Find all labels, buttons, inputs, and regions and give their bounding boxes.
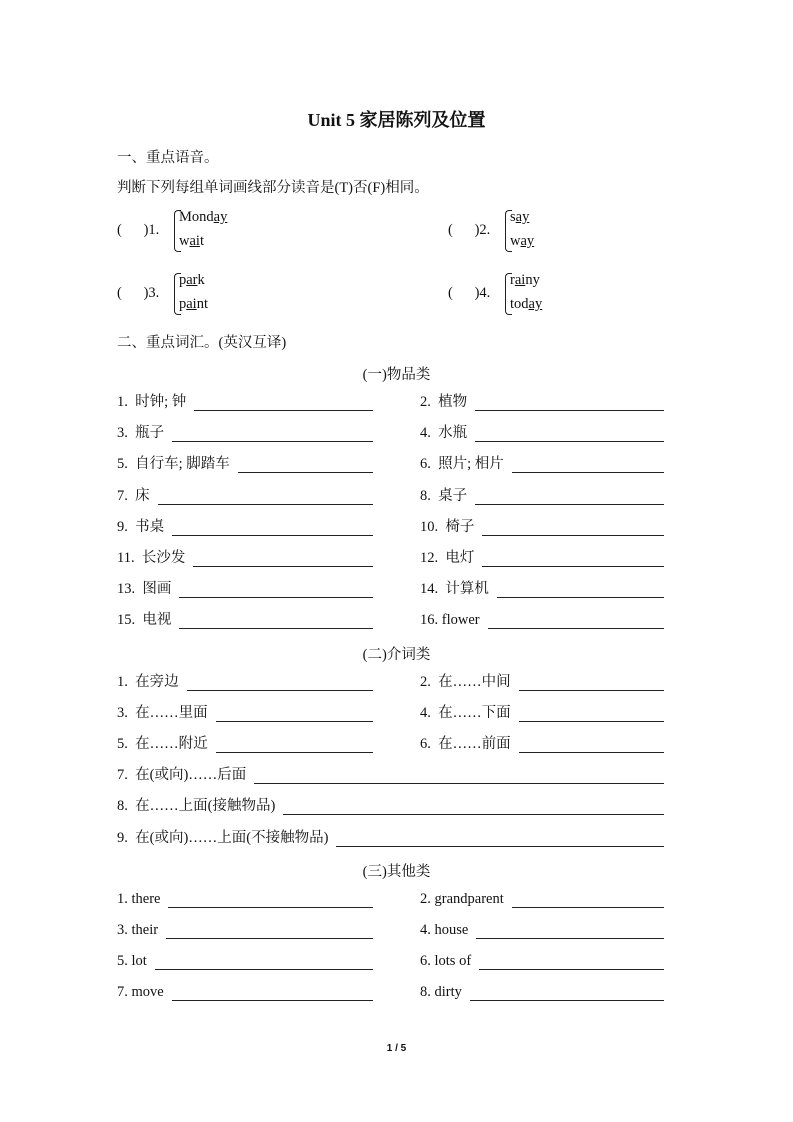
answer-line[interactable] xyxy=(470,986,664,1001)
vocab-prompt: 8. 桌子 xyxy=(420,487,468,504)
section-1-instruction: 判断下列每组单词画线部分读音是(T)否(F)相同。 xyxy=(117,180,429,196)
vocab-item xyxy=(117,391,373,411)
vocab-prompt: 1. 时钟; 钟 xyxy=(117,394,187,410)
answer-line[interactable] xyxy=(254,769,664,784)
answer-line[interactable] xyxy=(158,490,373,505)
vocab-item xyxy=(420,733,664,753)
vocab-prompt: 16. flower xyxy=(420,612,480,629)
vocab-item xyxy=(420,950,664,970)
answer-line[interactable] xyxy=(519,738,664,753)
vocab-prompt: 4. house xyxy=(420,922,469,938)
answer-line[interactable] xyxy=(475,427,664,442)
answer-line[interactable] xyxy=(497,583,664,598)
answer-line[interactable] xyxy=(479,955,664,970)
vocab-prompt: 6. 照片; 相片 xyxy=(420,456,504,473)
word xyxy=(179,295,208,313)
vocab-prompt: 13. 图画 xyxy=(117,581,172,598)
answer-line[interactable] xyxy=(482,552,664,567)
vocab-prompt: 3. 瓶子 xyxy=(117,425,165,442)
vocab-item xyxy=(117,702,373,722)
vocab-item xyxy=(420,702,664,722)
underlined-part: ay xyxy=(520,233,535,249)
answer-line[interactable] xyxy=(172,521,373,536)
group-title: (二)介词类 xyxy=(362,646,431,663)
answer-line[interactable] xyxy=(283,800,664,815)
vocab-item xyxy=(420,981,664,1001)
vocab-item xyxy=(420,422,664,442)
group-title: (一)物品类 xyxy=(362,367,431,383)
underlined-part: ay xyxy=(213,209,228,225)
group-title: (三)其他类 xyxy=(362,863,431,880)
vocab-item xyxy=(420,609,664,629)
answer-line[interactable] xyxy=(475,490,664,505)
vocab-prompt: 9. 在(或向)……上面(不接触物品) xyxy=(117,829,329,846)
vocab-prompt: 3. their xyxy=(117,922,159,938)
word xyxy=(510,271,540,289)
vocab-item xyxy=(420,671,664,691)
answer-line[interactable] xyxy=(172,986,373,1001)
page-number: 1 / 5 xyxy=(386,1043,407,1054)
word-part: Mond xyxy=(179,209,214,225)
vocab-prompt: 7. 床 xyxy=(117,487,150,504)
word xyxy=(510,232,534,250)
vocab-item xyxy=(117,422,373,442)
vocab-prompt: 1. there xyxy=(117,890,161,907)
vocab-prompt: 5. lot xyxy=(117,953,147,970)
word-part: nt xyxy=(196,296,208,312)
answer-line[interactable] xyxy=(512,893,664,908)
answer-line[interactable] xyxy=(475,396,664,411)
vocab-prompt: 3. 在……里面 xyxy=(117,704,208,721)
word-part: p xyxy=(179,272,187,288)
vocab-prompt: 10. 椅子 xyxy=(420,518,475,535)
vocab-prompt: 14. 计算机 xyxy=(420,581,489,598)
vocab-item xyxy=(117,547,373,567)
vocab-prompt: 2. grandparent xyxy=(420,890,504,907)
word-part: k xyxy=(197,272,205,288)
word-part: s xyxy=(510,209,516,225)
answer-line[interactable] xyxy=(216,707,373,722)
vocab-item xyxy=(117,764,664,784)
answer-line[interactable] xyxy=(512,458,664,473)
vocab-prompt: 2. 在……中间 xyxy=(420,673,511,690)
vocab-item xyxy=(117,733,373,753)
vocab-item xyxy=(420,919,664,939)
vocab-item xyxy=(117,671,373,691)
vocab-prompt: 7. 在(或向)……后面 xyxy=(117,767,247,784)
vocab-prompt: 11. 长沙发 xyxy=(117,550,186,566)
section-1-heading: 一、重点语音。 xyxy=(117,150,219,166)
underlined-part: ai xyxy=(186,296,197,312)
vocab-prompt: 6. lots of xyxy=(420,953,472,970)
vocab-prompt: 2. 植物 xyxy=(420,394,468,410)
underlined-part: ay xyxy=(515,209,530,225)
underlined-part: ai xyxy=(189,233,200,249)
answer-blank[interactable]: ( )4. xyxy=(448,285,491,301)
vocab-item xyxy=(117,453,373,473)
answer-blank[interactable]: ( )2. xyxy=(448,222,491,238)
vocab-item xyxy=(117,919,373,939)
word xyxy=(179,232,204,250)
answer-line[interactable] xyxy=(488,614,664,629)
word xyxy=(179,208,227,226)
answer-line[interactable] xyxy=(172,427,373,442)
section-2-heading: 二、重点词汇。(英汉互译) xyxy=(117,335,287,351)
vocab-item xyxy=(117,950,373,970)
answer-line[interactable] xyxy=(179,583,373,598)
word xyxy=(510,295,542,313)
vocab-prompt: 9. 书桌 xyxy=(117,518,165,535)
vocab-item xyxy=(420,888,664,908)
answer-line[interactable] xyxy=(194,396,373,411)
answer-line[interactable] xyxy=(216,738,373,753)
vocab-prompt: 4. 水瓶 xyxy=(420,425,468,442)
vocab-prompt: 8. 在……上面(接触物品) xyxy=(117,798,276,815)
vocab-item xyxy=(117,578,373,598)
answer-line[interactable] xyxy=(482,521,664,536)
word-part: tod xyxy=(510,296,529,312)
page-title: Unit 5 家居陈列及位置 xyxy=(307,110,486,130)
answer-line[interactable] xyxy=(166,924,373,939)
vocab-prompt: 4. 在……下面 xyxy=(420,704,511,721)
underlined-part: ai xyxy=(514,272,526,288)
vocab-prompt: 5. 自行车; 脚踏车 xyxy=(117,456,230,473)
vocab-item xyxy=(117,485,373,505)
vocab-prompt: 7. move xyxy=(117,984,164,1001)
vocab-item xyxy=(117,827,664,847)
word-part: t xyxy=(199,233,204,249)
word-part: p xyxy=(179,296,187,312)
answer-line[interactable] xyxy=(187,676,373,691)
vocab-prompt: 8. dirty xyxy=(420,984,462,1001)
vocab-item xyxy=(117,609,373,629)
vocab-prompt: 1. 在旁边 xyxy=(117,673,179,690)
answer-line[interactable] xyxy=(168,893,373,908)
vocab-prompt: 15. 电视 xyxy=(117,612,172,629)
answer-line[interactable] xyxy=(179,614,373,629)
vocab-item xyxy=(117,516,373,536)
word-part: w xyxy=(510,233,521,249)
word-part: r xyxy=(510,272,515,288)
vocab-prompt: 6. 在……前面 xyxy=(420,736,511,752)
vocab-item xyxy=(117,888,373,908)
vocab-item xyxy=(420,453,664,473)
vocab-item xyxy=(420,578,664,598)
answer-line[interactable] xyxy=(193,552,373,567)
vocab-prompt: 12. 电灯 xyxy=(420,550,475,566)
underlined-part: ar xyxy=(186,272,198,288)
underlined-part: ay xyxy=(528,296,543,312)
word-part: w xyxy=(179,233,190,249)
vocab-item xyxy=(420,485,664,505)
word xyxy=(179,271,205,289)
answer-line[interactable] xyxy=(476,924,664,939)
vocab-item xyxy=(117,795,664,815)
word-part: ny xyxy=(525,272,540,288)
vocab-item xyxy=(117,981,373,1001)
vocab-item xyxy=(420,547,664,567)
answer-blank[interactable]: ( )1. xyxy=(117,222,160,238)
answer-line[interactable] xyxy=(336,832,664,847)
vocab-item xyxy=(420,391,664,411)
answer-line[interactable] xyxy=(155,955,373,970)
vocab-prompt: 5. 在……附近 xyxy=(117,736,208,752)
vocab-item xyxy=(420,516,664,536)
answer-line[interactable] xyxy=(238,458,373,473)
answer-blank[interactable]: ( )3. xyxy=(117,285,160,301)
answer-line[interactable] xyxy=(519,707,664,722)
word xyxy=(510,208,529,226)
answer-line[interactable] xyxy=(519,676,664,691)
